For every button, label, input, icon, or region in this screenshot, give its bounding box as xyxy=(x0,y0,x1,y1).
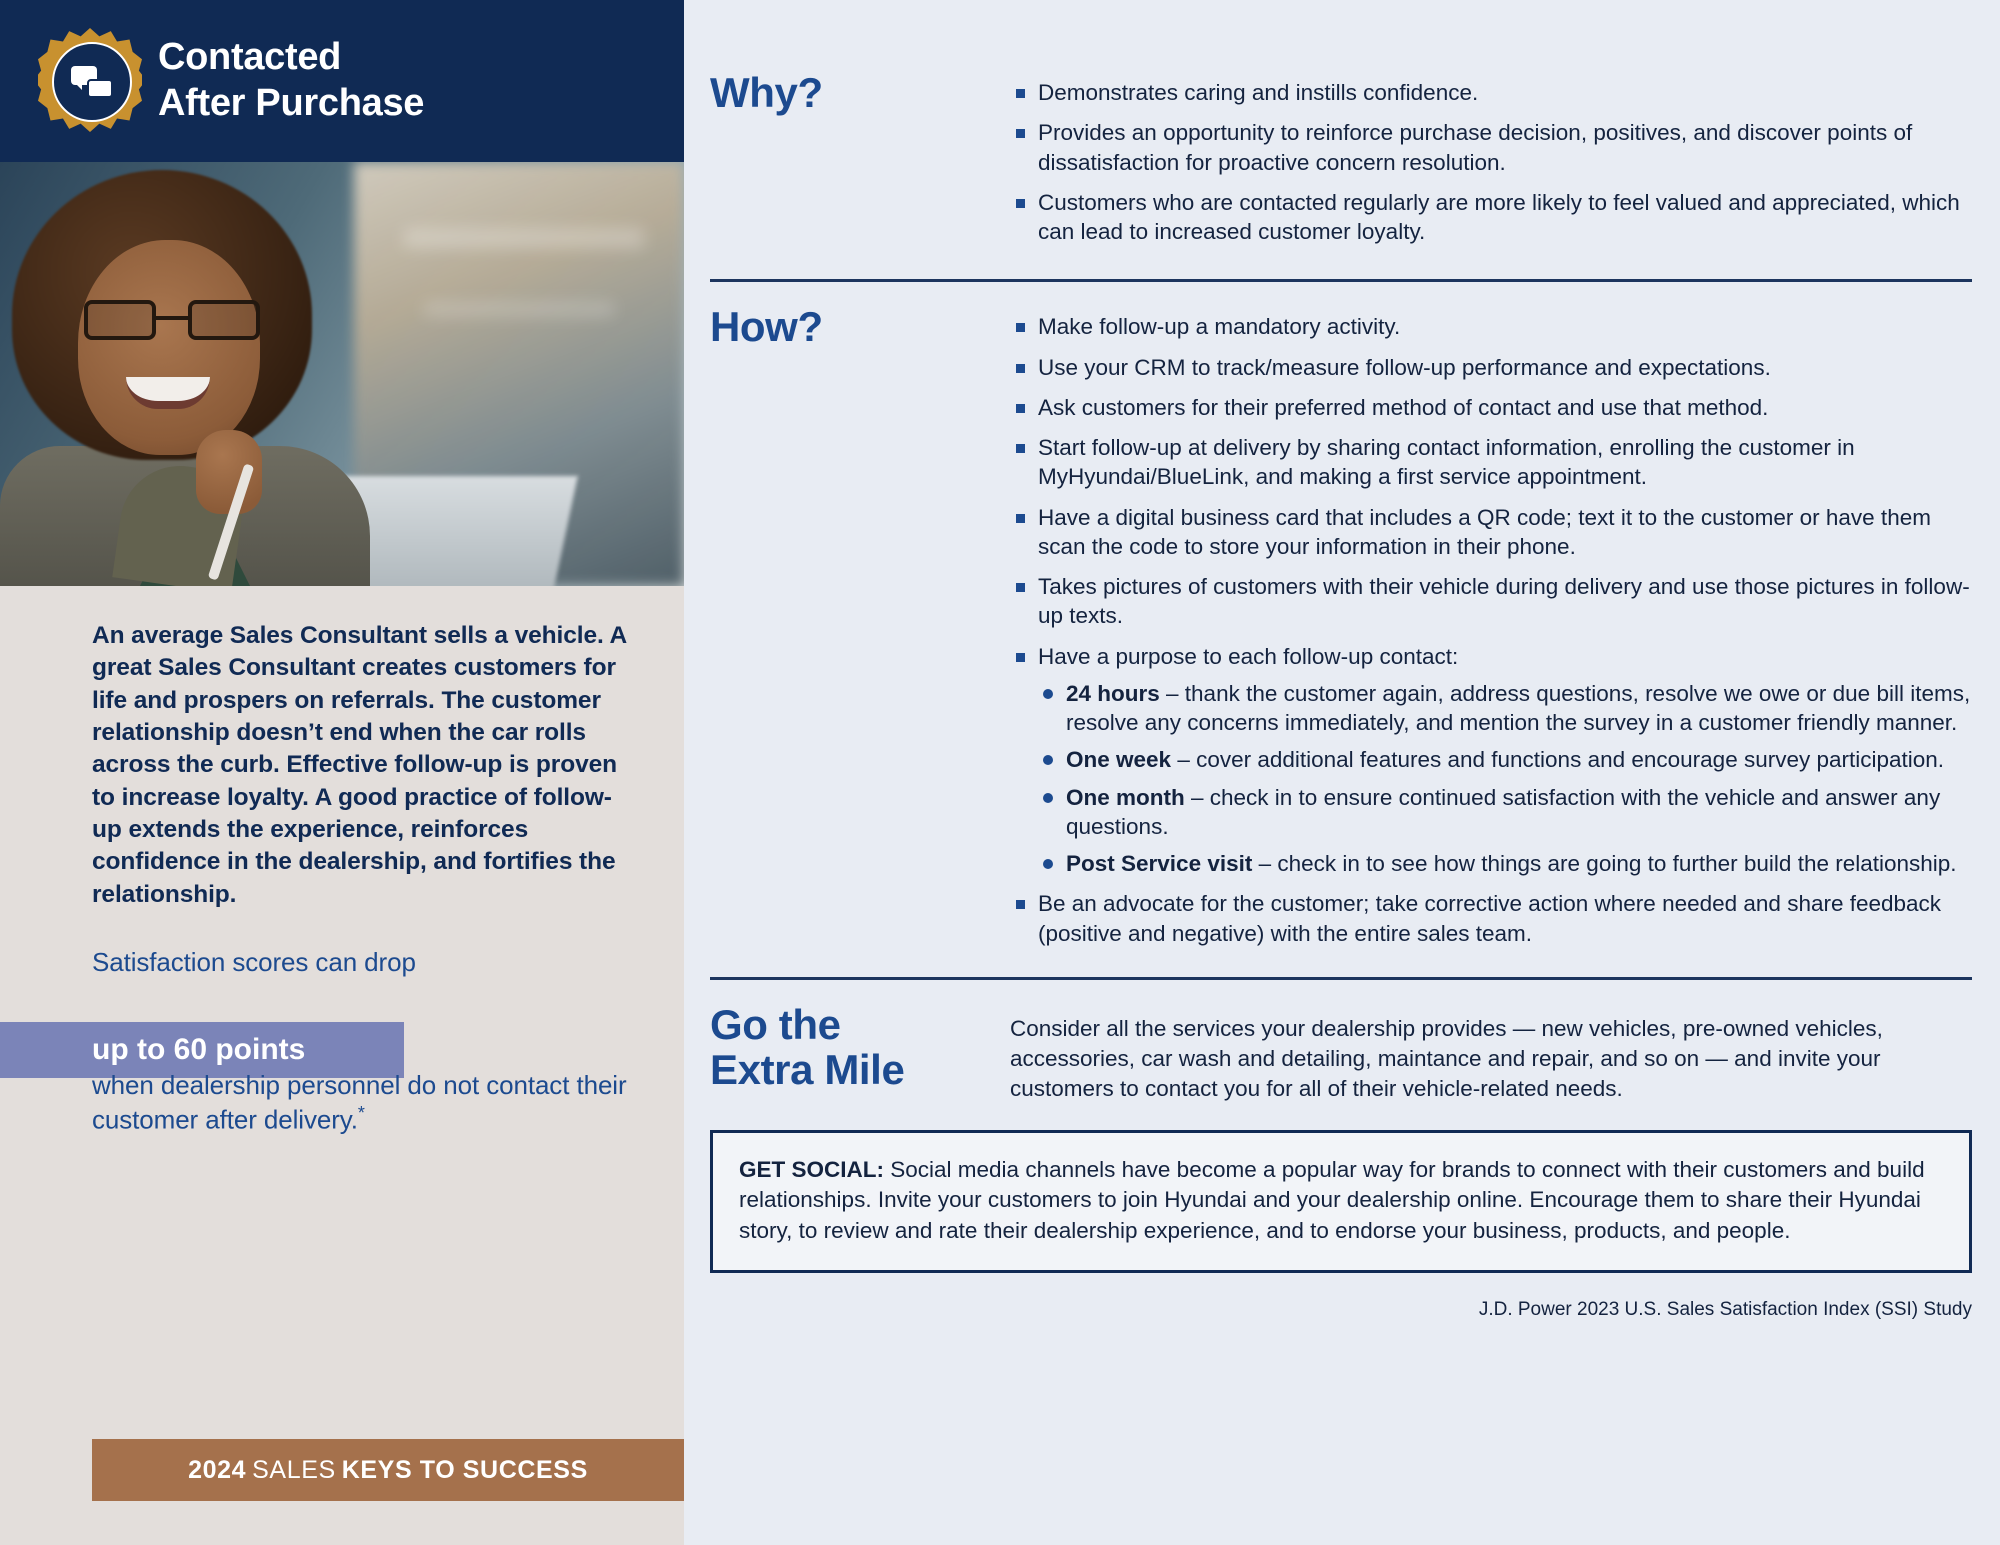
footer-banner xyxy=(92,1439,684,1501)
list-item: Start follow-up at delivery by sharing contact information, enrolling the customer in MyHyundai/BlueLink, and making a first service appointment. xyxy=(1010,433,1972,492)
footer-year: 2024 xyxy=(188,1455,247,1484)
lead-paragraph: An average Sales Consultant sells a vehicle. A great Sales Consultant creates customers for life and prospers on referrals. The customer relationship doesn’t end when the car rolls across the curb. Effective follow-up is proven to increase loyalty. A good practice of follow-up extends the experience, reinforces confidence in the dealership, and fortifies the relationship. xyxy=(92,622,627,908)
left-column xyxy=(0,0,684,1545)
section-why-content xyxy=(1010,70,1972,257)
list-item: Demonstrates caring and instills confidence. xyxy=(1010,78,1972,107)
badge-inner-circle xyxy=(52,42,132,122)
stat-line-1: Satisfaction scores can drop xyxy=(92,946,416,977)
stat-footnote-marker: * xyxy=(357,1103,365,1124)
extra-mile-label-line2: Extra Mile xyxy=(710,1046,905,1094)
sub-item-term: One month xyxy=(1066,784,1185,810)
section-extra-mile xyxy=(684,980,2000,1104)
sub-item-term: One week xyxy=(1066,747,1172,773)
sub-list-item xyxy=(1038,745,1972,774)
photo-light-band-2 xyxy=(424,302,614,316)
glasses-icon xyxy=(84,300,260,340)
stat-line-2 xyxy=(92,1068,628,1137)
glasses-left-lens xyxy=(84,300,156,340)
extra-mile-text: Consider all the services your dealership provides — new vehicles, pre-owned vehicles, accessories, car wash and detailing, maintance and repair, and so on — and invite your customers to contact you for all of their vehicle-related needs. xyxy=(1010,1015,1883,1101)
get-social-text: Social media channels have become a popular way for brands to connect with their customers and build relationships. Invite your customers to join Hyundai and your dealership online. Encourage them to share their Hyundai story, to review and rate their dealership experience, and to endorse your business, products, and people. xyxy=(739,1156,1925,1243)
page-title-line1: Contacted xyxy=(158,36,342,78)
purpose-intro: Have a purpose to each follow-up contact: xyxy=(1038,643,1459,669)
sub-list-item xyxy=(1038,849,1972,878)
sub-item-text: – cover additional features and functions and encourage survey participation. xyxy=(1171,747,1945,773)
sub-item-text: – check in to see how things are going to further build the relationship. xyxy=(1252,851,1957,876)
list-item: Be an advocate for the customer; take corrective action where needed and share feedback (positive and negative) with the entire sales team. xyxy=(1010,889,1972,948)
section-extra-mile-label xyxy=(710,1002,1010,1104)
section-how xyxy=(684,282,2000,959)
list-item: Ask customers for their preferred method of contact and use that method. xyxy=(1010,393,1972,422)
right-column xyxy=(684,0,2000,1545)
header-band xyxy=(0,0,684,162)
list-item: Use your CRM to track/measure follow-up performance and expectations. xyxy=(1010,353,1972,382)
section-how-label: How? xyxy=(710,303,823,351)
list-item: Customers who are contacted regularly are more likely to feel valued and appreciated, which can lead to increased customer loyalty. xyxy=(1010,188,1972,247)
bubble-front xyxy=(87,79,113,98)
extra-mile-label-line1: Go the xyxy=(710,1000,841,1048)
section-how-content xyxy=(1010,304,1972,959)
sub-item-term: Post Service visit xyxy=(1066,851,1253,876)
list-item: Have a digital business card that includes a QR code; text it to the customer or have them scan the code to store your information in their phone. xyxy=(1010,503,1972,562)
left-body-continued xyxy=(0,978,684,1137)
stat-highlight-banner: up to 60 points xyxy=(0,1022,404,1078)
sub-list-item xyxy=(1038,679,1972,738)
section-why-label: Why? xyxy=(710,69,823,116)
list-item: Make follow-up a mandatory activity. xyxy=(1010,312,1972,341)
get-social-label: GET SOCIAL: xyxy=(739,1156,884,1182)
get-social-box xyxy=(710,1130,1972,1274)
left-body xyxy=(0,586,684,978)
glasses-bridge xyxy=(156,316,188,320)
sub-list-item xyxy=(1038,783,1972,842)
sub-item-term: 24 hours xyxy=(1066,680,1160,706)
how-bullet-list xyxy=(1010,312,1972,948)
sub-item-text: – check in to ensure continued satisfaction with the vehicle and answer any questions. xyxy=(1066,784,1941,839)
photo-person-face xyxy=(78,240,260,455)
sub-item-text: – thank the customer again, address questions, resolve we owe or due bill items, resolve any concerns immediately, and mention the survey in a customer friendly manner. xyxy=(1066,680,1971,735)
source-note: J.D. Power 2023 U.S. Sales Satisfaction Index (SSI) Study xyxy=(1478,1299,1972,1321)
bubbles-group xyxy=(71,66,113,98)
list-item: Provides an opportunity to reinforce purchase decision, positives, and discover points of dissatisfaction for proactive concern resolution. xyxy=(1010,118,1972,177)
chat-bubbles-icon xyxy=(38,28,142,132)
section-why xyxy=(684,0,2000,257)
list-item-purpose xyxy=(1010,642,1972,879)
footer-end: KEYS TO SUCCESS xyxy=(341,1455,588,1484)
page-title-line2: After Purchase xyxy=(158,82,425,125)
why-bullet-list xyxy=(1010,78,1972,246)
page-title xyxy=(158,34,424,127)
get-social-paragraph xyxy=(739,1155,1943,1247)
stat-line-2-text: when dealership personnel do not contact their customer after delivery. xyxy=(92,1069,627,1135)
hero-photo xyxy=(0,162,684,586)
photo-light-band xyxy=(404,228,644,248)
glasses-right-lens xyxy=(188,300,260,340)
purpose-sublist xyxy=(1038,679,1972,879)
footer-mid: SALES xyxy=(252,1455,336,1484)
list-item: Takes pictures of customers with their vehicle during delivery and use those pictures in follow-up texts. xyxy=(1010,572,1972,631)
section-extra-mile-content xyxy=(1010,1002,1972,1104)
